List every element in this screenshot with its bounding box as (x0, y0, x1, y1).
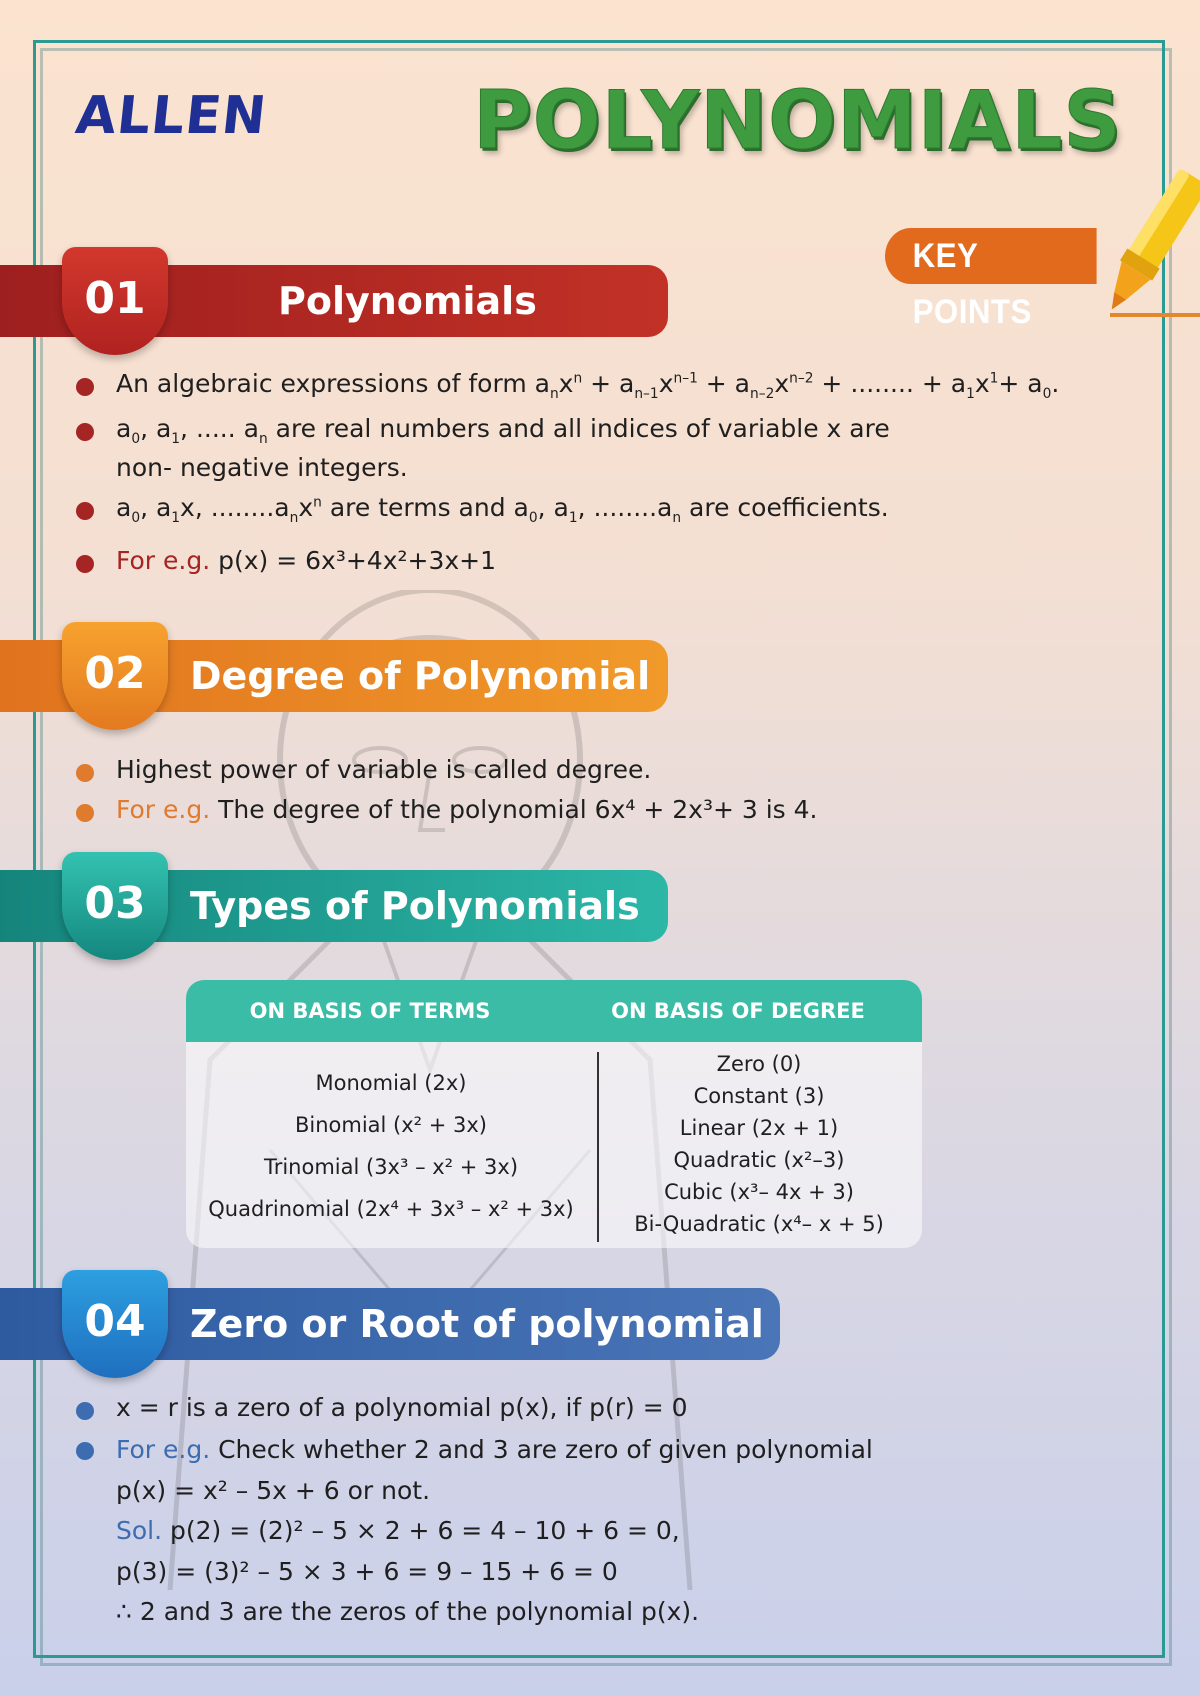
table-body (186, 1042, 922, 1248)
degree-bullet-list (74, 752, 817, 833)
table-header (186, 980, 922, 1042)
section-number: 01 (62, 247, 168, 355)
list-item: $a_0$, $a_1x$, $........a_nx^n$ are terms and $a_0$, $a_1$, $........a_n$ are coefficients. (74, 490, 1059, 529)
section-header-polynomials (0, 265, 668, 337)
section-title: Degree of Polynomial (190, 654, 651, 698)
section-title: Zero or Root of polynomial (190, 1302, 764, 1346)
list-item: For e.g. Check whether 2 and 3 are zero of given polynomial p(x) = x² – 5x + 6 or not. Sol. p(2) = (2)² – 5 × 2 + 6 = 4 – 10 + 6 = 0, p(3) = (3)² – 5 × 3 + 6 = 9 – 15 + 6 = 0 ∴ 2 and 3 are the zeros of the polynomial p(x). (74, 1430, 873, 1633)
terms-column (186, 1042, 596, 1248)
list-item: For e.g. p(x) = 6x³+4x²+3x+1 (74, 543, 1059, 579)
polynomials-bullet-list (74, 366, 1059, 583)
zero-root-bullet-list (74, 1390, 873, 1637)
table-cell: Zero (0) (716, 1052, 802, 1076)
example-label: For e.g. (116, 795, 211, 825)
solution-line: p(3) = (3)² – 5 × 3 + 6 = 9 – 15 + 6 = 0 (116, 1556, 618, 1586)
table-cell: Monomial (2x) (315, 1071, 467, 1095)
types-of-polynomials-table (186, 980, 922, 1248)
section-header-types (0, 870, 668, 942)
solution-label: Sol. (116, 1516, 163, 1546)
list-item: x = r is a zero of a polynomial p(x), if p(r) = 0 (74, 1390, 873, 1426)
key-points-badge: KEY POINTS (885, 228, 1097, 284)
page-title: POLYNOMIALS (473, 74, 1122, 167)
table-cell: Quadrinomial (2x⁴ + 3x³ – x² + 3x) (208, 1197, 574, 1221)
column-header-terms: ON BASIS OF TERMS (249, 999, 491, 1023)
example-label: For e.g. (116, 1435, 211, 1465)
section-number: 04 (62, 1270, 168, 1378)
table-cell: Binomial (x² + 3x) (294, 1113, 488, 1137)
table-cell: Cubic (x³– 4x + 3) (664, 1180, 854, 1204)
column-header-degree: ON BASIS OF DEGREE (611, 999, 865, 1023)
section-header-degree (0, 640, 668, 712)
table-cell: Bi-Quadratic (x⁴– x + 5) (634, 1212, 884, 1236)
example-label: For e.g. (116, 546, 211, 576)
column-divider (597, 1052, 599, 1242)
section-number: 02 (62, 622, 168, 730)
table-cell: Linear (2x + 1) (679, 1116, 839, 1140)
table-cell: Trinomial (3x³ – x² + 3x) (263, 1155, 519, 1179)
list-item: For e.g. The degree of the polynomial 6x⁴ + 2x³+ 3 is 4. (74, 792, 817, 828)
allen-logo: ALLEN (72, 86, 270, 146)
section-header-zero-root (0, 1288, 780, 1360)
degree-column (596, 1042, 922, 1248)
table-cell: Constant (3) (693, 1084, 825, 1108)
highlighter-marker-icon (1105, 165, 1200, 325)
table-cell: Quadratic (x²–3) (673, 1148, 845, 1172)
list-item: An algebraic expressions of form $a_nx^n + a_{n-1}x^{n-1} + a_{n-2}x^{n-2}$ + ........ + $a_1x^1+ a_0$. (74, 366, 1059, 405)
section-title: Types of Polynomials (190, 884, 640, 928)
section-number: 03 (62, 852, 168, 960)
list-item: Highest power of variable is called degree. (74, 752, 817, 788)
list-item: $a_0$, $a_1$, ..... $a_n$ are real numbers and all indices of variable x are non- negative integers. (74, 411, 1059, 486)
section-title: Polynomials (278, 279, 537, 323)
solution-conclusion: ∴ 2 and 3 are the zeros of the polynomial p(x). (116, 1597, 700, 1627)
